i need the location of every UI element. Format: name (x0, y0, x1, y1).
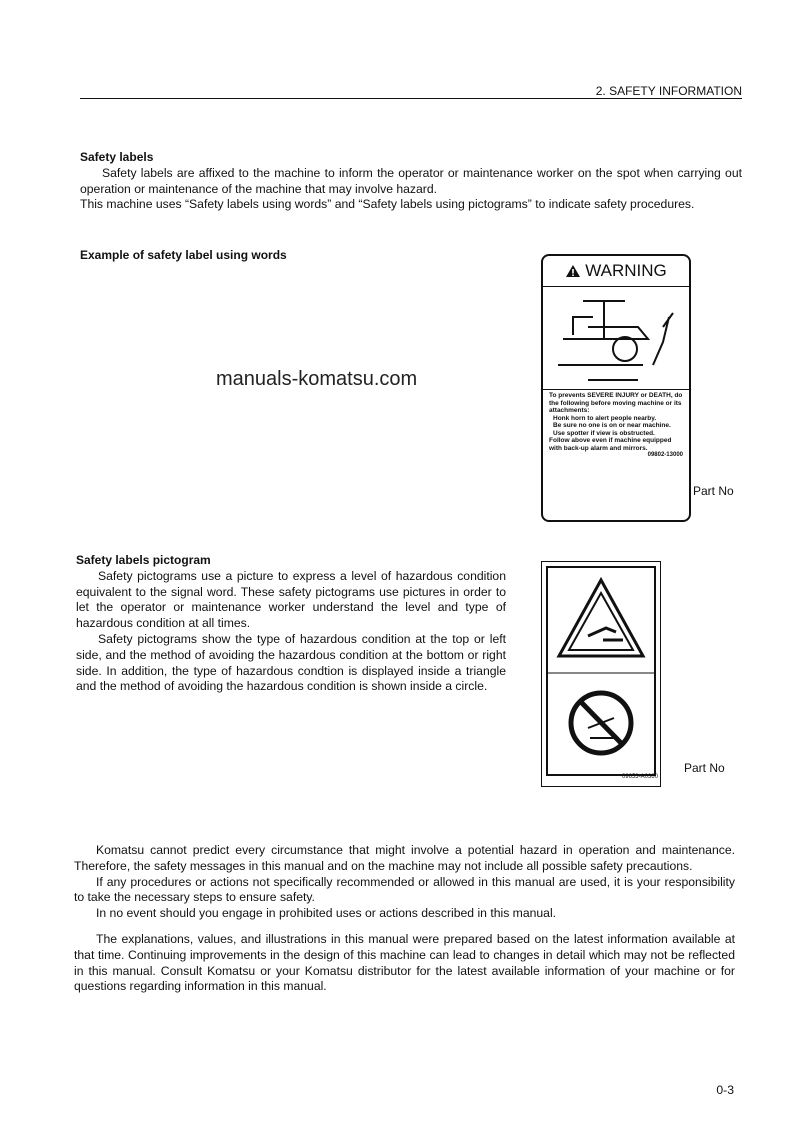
body-p1: Komatsu cannot predict every circumstance that might involve a potential hazard in operation and maintenance. Therefore, the safety messages in this manual and on the machine may not include all possible safety precautions. (74, 843, 735, 873)
pictogram-heading: Safety labels pictogram (76, 553, 211, 567)
warning-header (543, 256, 689, 287)
warning-bullet: Use spotter if view is obstructed. (553, 429, 655, 437)
pictogram-frame (546, 566, 656, 776)
warning-intro: To prevents SEVERE INJURY or DEATH, do the following before moving machine or its attachments: (549, 392, 683, 414)
machine-run-over-pictogram (543, 287, 689, 390)
warning-footer: Follow above even if machine equipped with back-up alarm and mirrors. (549, 437, 672, 452)
body-p3: In no event should you engage in prohibited uses or actions described in this manual. (96, 906, 557, 921)
section-title: 2. SAFETY INFORMATION (595, 84, 742, 98)
warning-label (541, 254, 691, 522)
safety-labels-section (80, 150, 742, 213)
safety-labels-p1: Safety labels are affixed to the machine to inform the operator or maintenance worker on the spot when carrying out operation or maintenance of the machine that may involve hazard. (80, 165, 742, 196)
warning-bullet: Honk horn to alert people nearby. (553, 414, 657, 422)
watermark: manuals-komatsu.com (216, 368, 418, 390)
page-number: 0-3 (716, 1083, 734, 1097)
pictogram-part-no-callout: Part No (684, 761, 725, 775)
pictogram-section (76, 553, 506, 695)
safety-labels-heading: Safety labels (80, 150, 154, 164)
pictogram-label (541, 561, 661, 787)
header-rule (80, 98, 742, 99)
safety-labels-p2: This machine uses “Safety labels using words” and “Safety labels using pictograms” to indicate safety procedures. (80, 197, 695, 212)
pictogram-p2: Safety pictograms show the type of hazardous condition at the top or left side, and the method of avoiding the hazardous condition at the bottom or right side. In addition, the type of hazardous condtion is displayed inside a triangle and the method of avoiding the hazardous condition is shown inside a circle. (76, 631, 506, 694)
body-p4: The explanations, values, and illustrations in this manual were prepared based on the latest information available at that time. Continuing improvements in the design of this machine can lead to changes in detail which may not be reflected in this manual. Consult Komatsu or your Komatsu distributor for the latest available information of your machine or for questions regarding information in this manual. (74, 931, 735, 994)
part-no-callout: Part No (693, 484, 734, 498)
part-number: 09802-13000 (647, 452, 683, 458)
warning-bullet: Be sure no one is on or near machine. (553, 422, 671, 429)
pictogram-part-number: 09653-A0360 (621, 774, 658, 781)
example-heading: Example of safety label using words (80, 248, 287, 262)
signal-word: WARNING (585, 261, 667, 281)
warning-triangle-icon (565, 264, 581, 278)
body-p2: If any procedures or actions not specifically recommended or allowed in this manual are used, it is your responsibility to take the necessary steps to ensure safety. (74, 874, 735, 905)
pictogram-p1: Safety pictograms use a picture to express a level of hazardous condition equivalent to the signal word. These safety pictograms use pictures in order to let the operator or maintenance worker understand the level and type of hazardous condition at all times. (76, 568, 506, 631)
crush-hazard-icon (548, 568, 654, 774)
machine-hazard-icon (543, 287, 689, 389)
disclaimer-section (74, 843, 735, 995)
warning-text (543, 390, 689, 462)
